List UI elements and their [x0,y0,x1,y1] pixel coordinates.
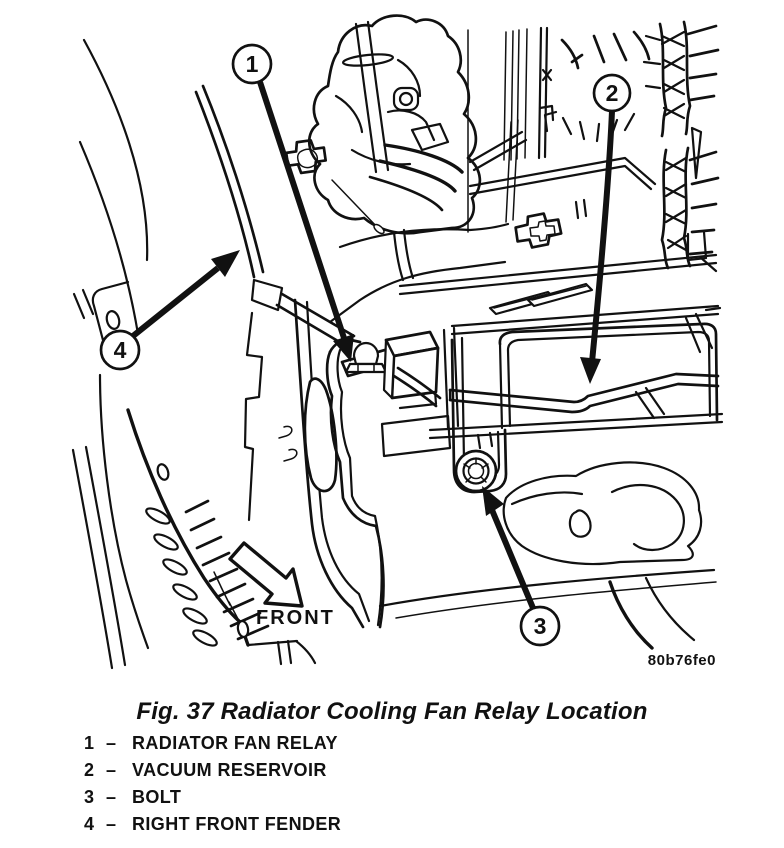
relay-bracket-assembly [327,328,506,627]
legend-1-label: RADIATOR FAN RELAY [132,733,338,753]
legend-item-3 [84,787,181,808]
legend-1-dash: – [106,733,117,753]
drawing-code: 80b76fe0 [647,652,716,669]
callout-4-arrow [133,268,218,336]
figure-caption: Fig. 37 Radiator Cooling Fan Relay Location [136,698,648,725]
torx-bolt-icon [456,451,496,491]
legend-4-dash: – [106,814,117,834]
callout-2-arrow [592,111,612,362]
front-label: FRONT [256,607,335,629]
callout-2-arrowhead [580,357,601,384]
legend-2-number: 2 [84,760,95,780]
callout-4 [101,250,240,369]
legend-item-1 [84,733,338,754]
legend-3-number: 3 [84,787,95,807]
callout-2-number: 2 [605,80,619,106]
legend-3-label: BOLT [132,787,182,807]
legend-3-dash: – [106,787,117,807]
legend-item-2 [84,760,327,781]
legend-2-dash: – [106,760,117,780]
legend-2-label: VACUUM RESERVOIR [132,760,327,780]
legend-4-label: RIGHT FRONT FENDER [132,814,342,834]
corrugated-hose [644,22,718,268]
callout-1-number: 1 [245,51,259,77]
legend-1-number: 1 [84,733,95,753]
callout-3-number: 3 [533,613,547,639]
callout-4-number: 4 [113,337,127,363]
callout-1-arrowhead [333,334,354,362]
legend-item-4 [84,814,341,835]
legend-4-number: 4 [84,814,95,834]
